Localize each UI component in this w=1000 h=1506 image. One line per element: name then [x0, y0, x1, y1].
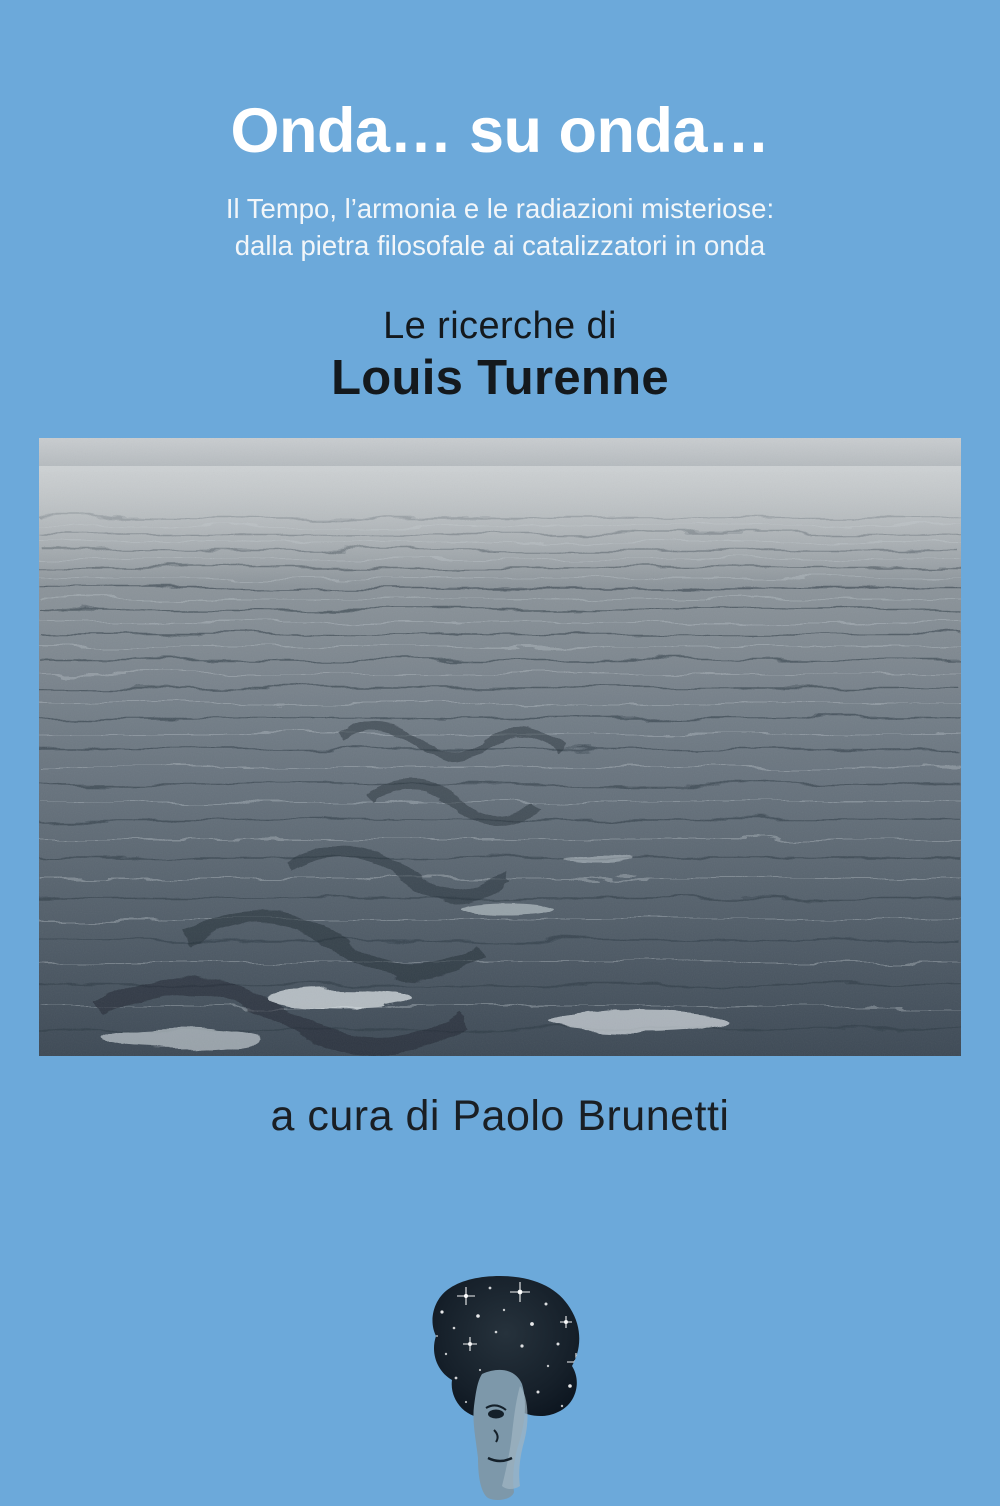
researches-block — [331, 306, 669, 406]
author-name: Louis Turenne — [331, 351, 669, 406]
afro-starry-hair-logo — [370, 1266, 630, 1506]
editor-credit: a cura di Paolo Brunetti — [270, 1092, 730, 1141]
subtitle-line-2: dalla pietra filosofale ai catalizzatori in onda — [234, 230, 766, 262]
researches-label: Le ricerche di — [383, 305, 617, 348]
subtitle-line-1: Il Tempo, l’armonia e le radiazioni misteriose: — [225, 193, 775, 225]
subtitle — [226, 190, 774, 264]
page-title: Onda… su onda… — [230, 96, 770, 166]
ocean-waves-photo — [39, 438, 961, 1056]
